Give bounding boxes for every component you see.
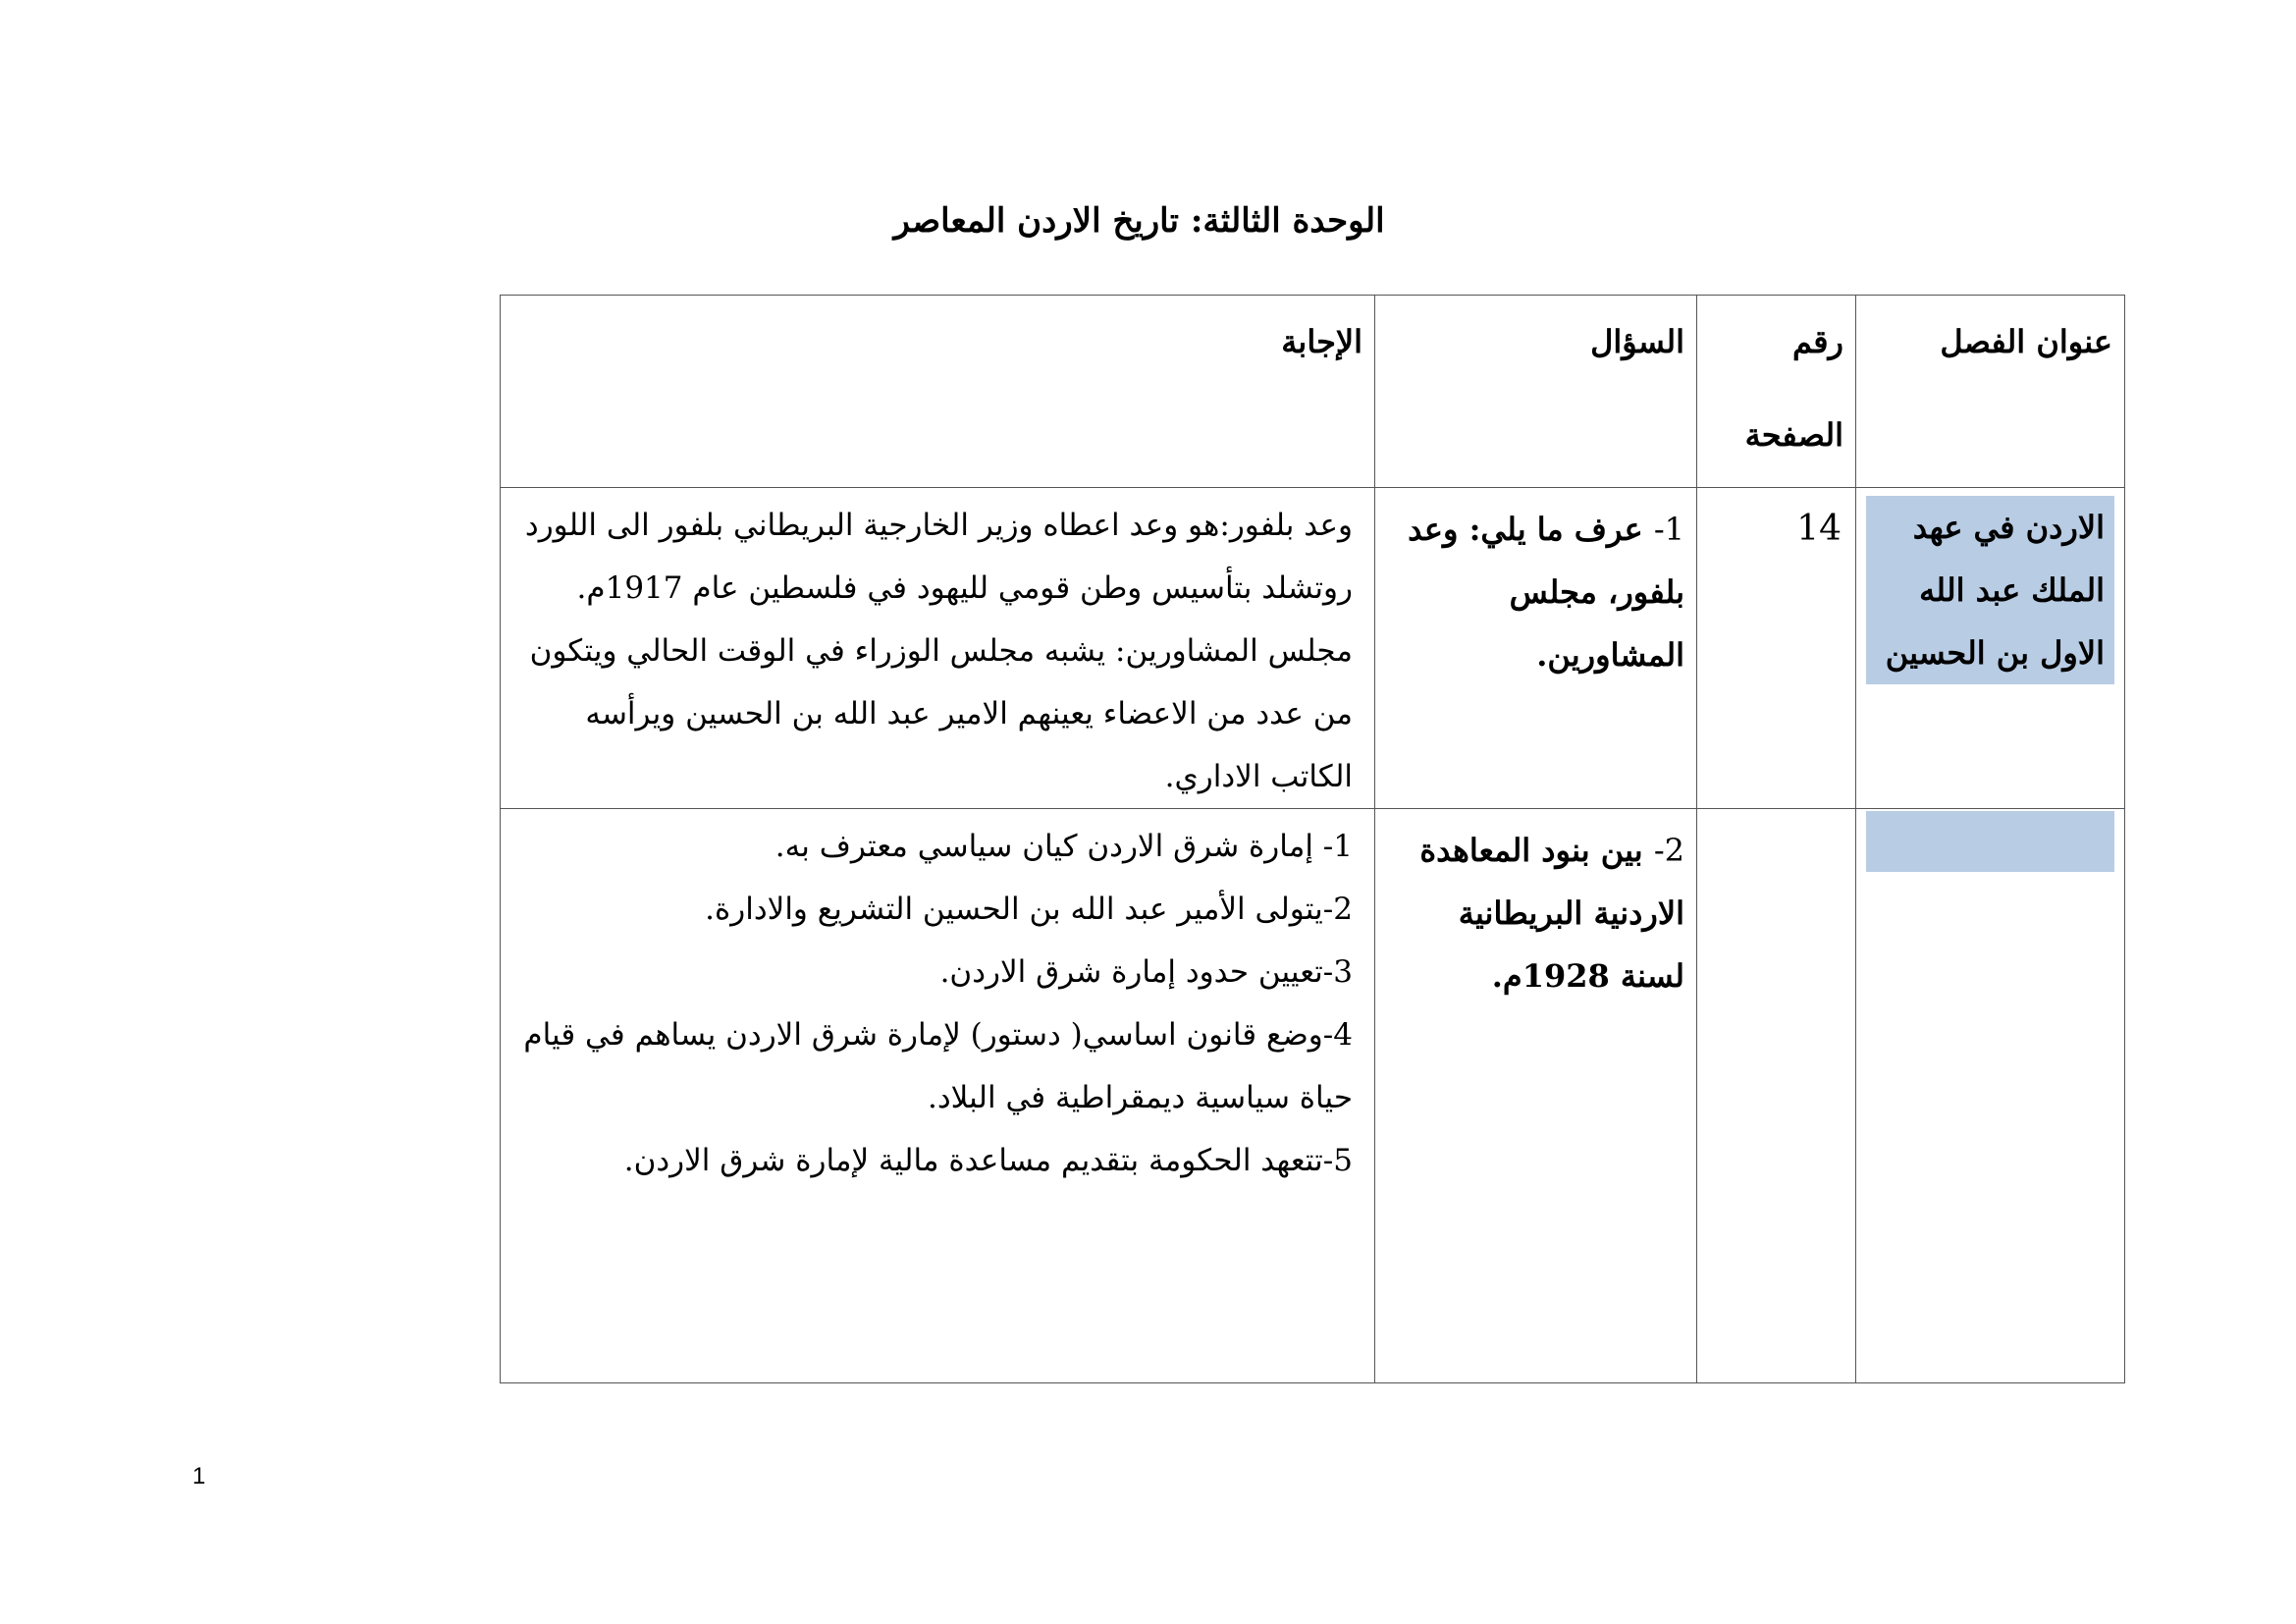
header-question: السؤال (1375, 296, 1697, 488)
chapter-title: الاردن في عهد الملك عبد الله الاول بن الحسين (1866, 496, 2114, 684)
answer-line: 2-يتولى الأمير عبد الله بن الحسين التشريع والادارة. (705, 892, 1353, 927)
answer-line: 5-تتعهد الحكومة بتقديم مساعدة مالية لإمارة شرق الاردن. (623, 1143, 1353, 1178)
page-cell (1697, 809, 1856, 1383)
answer-line: وعد بلفور:هو وعد اعطاه وزير الخارجية البريطاني بلفور الى اللورد روتشلد بتأسيس وطن قومي لليهود في فلسطين عام 1917م. (524, 508, 1353, 606)
header-chapter-title: عنوان الفصل (1856, 296, 2125, 488)
question-cell (1375, 488, 1697, 809)
header-page-number (1697, 296, 1856, 488)
header-page-line2: الصفحة (1744, 416, 1843, 454)
answer-cell (501, 488, 1375, 809)
page-cell (1697, 488, 1856, 809)
answer-line: 3-تعيين حدود إمارة شرق الاردن. (939, 954, 1353, 990)
answer-line: مجلس المشاورين: يشبه مجلس الوزراء في الوقت الحالي ويتكون من عدد من الاعضاء يعينهم الامير عبد الله بن الحسين ويرأسه الكاتب الاداري. (529, 633, 1353, 794)
question-text: عرف ما يلي: وعد بلفور، مجلس المشاورين. (1408, 511, 1684, 674)
table-row (501, 809, 2125, 1383)
question-number: 1- (1653, 511, 1684, 548)
answer-line: 4-وضع قانون اساسي( دستور) لإمارة شرق الاردن يساهم في قيام حياة سياسية ديمقراطية في البلاد. (523, 1017, 1353, 1115)
chapter-cell (1856, 488, 2125, 809)
chapter-cell (1856, 809, 2125, 1383)
question-cell (1375, 809, 1697, 1383)
chapter-title (1866, 811, 2114, 872)
answer-cell (501, 809, 1375, 1383)
page-number: 14 (1796, 509, 1842, 549)
page-title-text: الوحدة الثالثة: تاريخ الاردن المعاصر (893, 201, 1385, 241)
table-row (501, 488, 2125, 809)
table-header-row (501, 296, 2125, 488)
question-number: 2- (1653, 832, 1684, 869)
header-page-line1: رقم (1791, 323, 1843, 360)
question-text: بين بنود المعاهدة الاردنية البريطانية لسنة 1928م. (1419, 832, 1684, 995)
page-number (1697, 809, 1855, 819)
page-title (0, 201, 2296, 241)
header-answer: الإجابة (501, 296, 1375, 488)
answer-line: 1- إمارة شرق الاردن كيان سياسي معترف به. (774, 829, 1353, 864)
page-number-footer: 1 (192, 1463, 206, 1489)
lesson-table (500, 295, 2125, 1383)
